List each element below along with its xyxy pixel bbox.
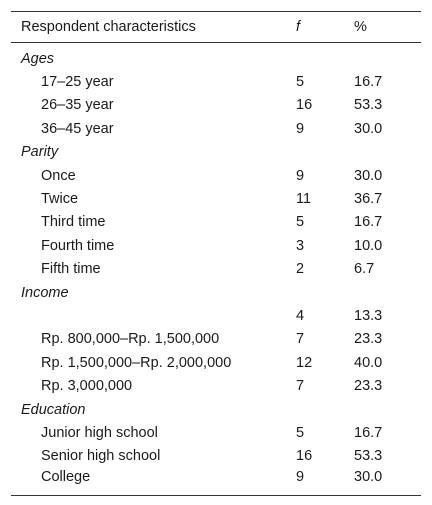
row-frequency: 5	[296, 424, 305, 441]
row-percent: 16.7	[354, 214, 383, 231]
characteristics-table-container	[11, 11, 421, 496]
table-row	[11, 445, 421, 468]
row-percent: 6.7	[354, 261, 375, 278]
table-row	[11, 328, 421, 351]
row-label: Junior high school	[41, 424, 158, 441]
table-row	[11, 468, 421, 496]
row-frequency: 9	[296, 468, 354, 496]
section-title: Ages	[21, 50, 55, 67]
section-row-ages	[11, 43, 421, 71]
table-row	[11, 351, 421, 374]
row-label	[11, 304, 296, 327]
row-frequency: 9	[296, 167, 305, 184]
header-characteristic: Respondent characteristics	[11, 12, 296, 43]
row-frequency: 7	[296, 331, 305, 348]
row-percent: 23.3	[354, 331, 383, 348]
row-frequency: 12	[296, 354, 313, 371]
row-frequency: 4	[296, 307, 305, 324]
row-percent: 30.0	[354, 120, 383, 137]
row-label: 17–25 year	[41, 74, 114, 91]
table-row	[11, 187, 421, 210]
row-frequency: 9	[296, 120, 305, 137]
row-frequency: 7	[296, 378, 305, 395]
table-header	[11, 12, 421, 43]
respondent-characteristics-table	[11, 11, 421, 496]
row-label: Fourth time	[41, 237, 115, 254]
row-percent: 36.7	[354, 191, 383, 208]
section-row-education	[11, 398, 421, 421]
table-row	[11, 234, 421, 257]
table-row	[11, 211, 421, 234]
table-row	[11, 117, 421, 140]
table-row	[11, 164, 421, 187]
row-label: Rp. 3,000,000	[41, 378, 133, 395]
row-label: Third time	[41, 214, 106, 231]
row-percent: 40.0	[354, 354, 383, 371]
row-frequency: 2	[296, 261, 305, 278]
row-percent: 53.3	[354, 97, 383, 114]
row-label: College	[11, 468, 296, 496]
row-percent: 30.0	[354, 468, 421, 496]
row-percent: 16.7	[354, 74, 383, 91]
table-row	[11, 304, 421, 327]
row-percent: 53.3	[354, 448, 383, 465]
row-label: 26–35 year	[41, 97, 114, 114]
row-frequency: 11	[296, 191, 312, 208]
table-body	[11, 43, 421, 496]
row-percent: 10.0	[354, 237, 383, 254]
table-row	[11, 421, 421, 444]
row-label: Rp. 1,500,000–Rp. 2,000,000	[41, 354, 232, 371]
row-label: Senior high school	[41, 448, 161, 465]
table-row	[11, 258, 421, 281]
row-label: Twice	[41, 191, 79, 208]
section-title: Income	[21, 284, 69, 301]
row-frequency: 16	[296, 448, 313, 465]
row-frequency: 16	[296, 97, 313, 114]
table-row	[11, 70, 421, 93]
row-label: Fifth time	[41, 261, 101, 278]
section-row-parity	[11, 141, 421, 164]
section-row-income	[11, 281, 421, 304]
row-frequency: 5	[296, 214, 305, 231]
row-label: Rp. 800,000–Rp. 1,500,000	[41, 331, 220, 348]
section-title: Parity	[21, 144, 59, 161]
header-frequency: f	[296, 12, 354, 43]
row-label: 36–45 year	[41, 120, 114, 137]
header-row	[11, 12, 421, 43]
header-percent: %	[354, 12, 421, 43]
row-frequency: 3	[296, 237, 305, 254]
table-row	[11, 374, 421, 397]
table-row	[11, 94, 421, 117]
row-label: Once	[41, 167, 76, 184]
row-percent: 16.7	[354, 424, 383, 441]
row-frequency: 5	[296, 74, 305, 91]
row-percent: 23.3	[354, 378, 383, 395]
section-title: Education	[21, 401, 86, 418]
row-percent: 13.3	[354, 307, 383, 324]
row-percent: 30.0	[354, 167, 383, 184]
